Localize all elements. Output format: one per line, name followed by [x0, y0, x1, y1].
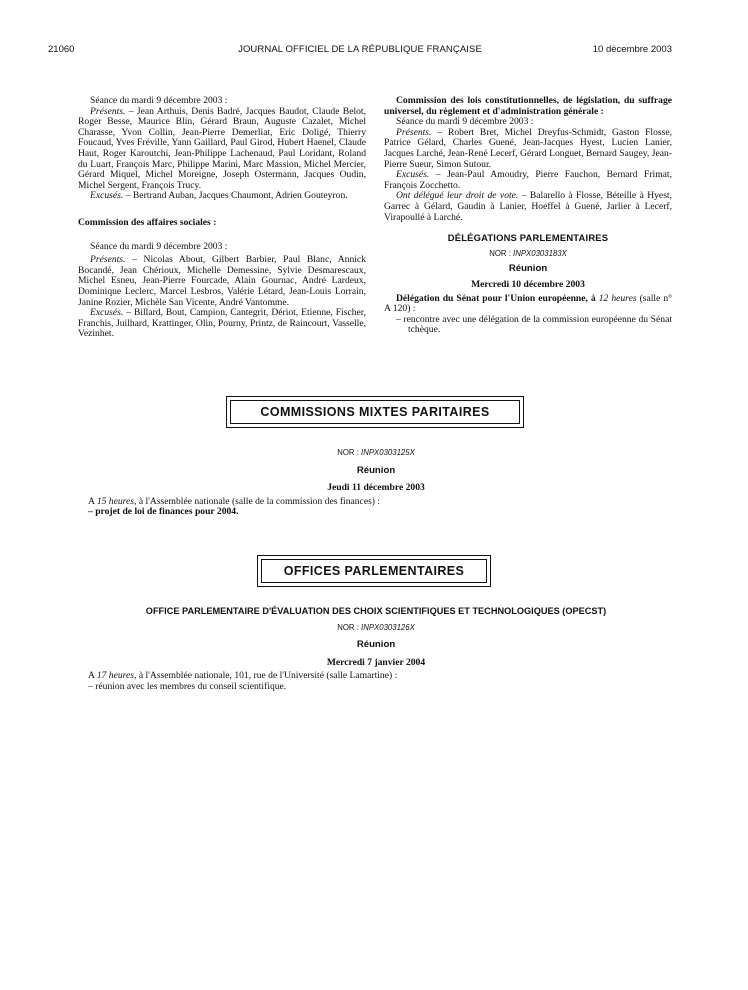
nor-label: NOR :: [337, 448, 362, 457]
nor-code: INPX0303126X: [361, 622, 415, 632]
excuses-label: Excusés.: [90, 190, 124, 202]
nor-reference: [76, 623, 676, 634]
delegation-time: 12 heures: [598, 292, 637, 304]
right-column: [384, 96, 672, 336]
delegation-room: (salle n° A 120) :: [384, 292, 672, 315]
excuses-names: – Billard, Bout, Campion, Cantegrit, Dériot, Etienne, Fischer, Franchis, Juilhard, Krattinger, Olin, Pourny, Printz, de Raincourt, Vasselle, Vezinhet.: [78, 307, 366, 340]
location-text: à l'Assemblée nationale, 101, rue de l'Université (salle Lamartine) :: [136, 670, 398, 682]
commission-lois-title: Commission des lois constitutionnelles, de législation, du suffrage universel, du règlement et d'administration générale :: [384, 95, 672, 117]
seance-finances: Séance du mardi 9 décembre 2003 :: [90, 95, 228, 106]
location-prefix: A: [88, 495, 97, 507]
presents-affaires-sociales: [78, 255, 366, 308]
nor-label: NOR :: [489, 248, 514, 258]
excuses-finances: [78, 191, 366, 202]
excuses-affaires-sociales: [78, 308, 366, 340]
reunion-time: 15 heures,: [96, 495, 137, 507]
delegation-senat-name: Délégation du Sénat pour l'Union européenne, à: [396, 292, 599, 304]
agenda-item: – réunion avec les membres du conseil scientifique.: [88, 680, 287, 692]
seance-affaires-sociales: Séance du mardi 9 décembre 2003 :: [90, 240, 228, 252]
presents-names: – Jean Arthuis, Denis Badré, Jacques Baudot, Claude Belot, Roger Besse, Maurice Blin, Gérard Braun, Auguste Cazalet, Michel Charasse, Yvon Collin, Jean-Pierre Demerliat, Eric Doligé, Thierry Foucaud, Yves Fréville, Yann Gaillard, Paul Girod, Hubert Haenel, Claude Haut, Roger Karoutchi, Jean-Philippe Lachenaud, Paul Loridant, Roland du Luart, François Marc, Philippe Marini, Marc Massion, Michel Mercier, Gérard Miquel, Michel Moreigne, Joseph Ostermann, Jacques Oudin, Michel Sergent, François Trucy.: [78, 105, 366, 191]
reunion-date: Jeudi 11 décembre 2003: [327, 482, 425, 494]
reunion-date: Mercredi 7 janvier 2004: [326, 656, 426, 668]
reunion-heading: Réunion: [356, 464, 396, 476]
presents-label: Présents.: [90, 105, 126, 117]
location-text: à l'Assemblée nationale (salle de la commission des finances) :: [136, 495, 381, 507]
delegation-vote: [384, 191, 672, 223]
commissions-mixtes-title: COMMISSIONS MIXTES PARITAIRES: [260, 405, 490, 419]
excuses-names: – Jean-Paul Amoudry, Pierre Fauchon, Bernard Frimat, François Zocchetto.: [384, 169, 672, 191]
excuses-label: Excusés.: [396, 169, 430, 181]
excuses-lois: [384, 170, 672, 191]
delegations-heading: DÉLÉGATIONS PARLEMENTAIRES: [447, 232, 609, 244]
page-header: [48, 44, 672, 58]
journal-title: JOURNAL OFFICIEL DE LA RÉPUBLIQUE FRANÇAISE: [238, 44, 482, 55]
presents-lois: [384, 128, 672, 170]
reunion-heading: Réunion: [356, 639, 396, 651]
page-number: 21060: [48, 44, 75, 55]
delegation-vote-label: Ont délégué leur droit de vote.: [396, 190, 519, 202]
seance-lois: Séance du mardi 9 décembre 2003 :: [396, 116, 534, 128]
nor-code: INPX0303125X: [361, 448, 415, 457]
offices-parlementaires-title: OFFICES PARLEMENTAIRES: [283, 564, 465, 578]
presents-names: – Robert Bret, Michel Dreyfus-Schmidt, Gaston Flosse, Patrice Gélard, Charles Guené, Jean-Jacques Hyest, Lucien Lanier, Jacques Larché, Jean-René Lecerf, Gérard Longuet, Bernard Saugey, Jean-Pierre Sueur, Simon Sutour.: [384, 126, 672, 170]
opecst-heading: OFFICE PARLEMENTAIRE D'ÉVALUATION DES CHOIX SCIENTIFIQUES ET TECHNOLOGIQUES (OPECST): [145, 606, 607, 616]
nor-code: INPX0303183X: [513, 248, 567, 258]
offices-parlementaires-box: [257, 555, 491, 587]
left-column: [78, 96, 366, 340]
offices-section: [76, 606, 676, 693]
agenda-item: – projet de loi de finances pour 2004.: [88, 506, 239, 518]
commissions-mixtes-box: [226, 396, 524, 428]
excuses-label: Excusés.: [90, 307, 124, 319]
nor-reference: [384, 249, 672, 260]
reunion-heading: Réunion: [508, 263, 548, 275]
delegation-vote-names: – Balarello à Flosse, Béteille à Hyest, Garrec à Gélard, Gaudin à Lanier, Hoeffel à Guené, Jarlier à Lecerf, Virapoullé à Larché.: [384, 190, 672, 223]
location-prefix: A: [88, 670, 97, 682]
presents-label: Présents.: [90, 254, 126, 266]
commission-affaires-sociales-title: Commission des affaires sociales :: [78, 216, 217, 228]
presents-label: Présents.: [396, 126, 432, 138]
presents-finances: [78, 107, 366, 192]
agenda-item: – rencontre avec une délégation de la commission européenne du Sénat tchèque.: [396, 313, 672, 336]
delegation-senat: [384, 294, 672, 315]
nor-label: NOR :: [337, 622, 362, 632]
reunion-time: 17 heures,: [96, 670, 137, 682]
reunion-date: Mercredi 10 décembre 2003: [471, 278, 585, 290]
nor-reference: [78, 448, 674, 459]
excuses-names: – Bertrand Auban, Jacques Chaumont, Adrien Gouteyron.: [123, 190, 348, 202]
cmp-section: [78, 448, 674, 518]
presents-names: – Nicolas About, Gilbert Barbier, Paul Blanc, Annick Bocandé, Jean Chérioux, Michelle Demessine, Sylvie Desmarescaux, Michel Esneu, Jean-Pierre Fourcade, Alain Gournac, André Lardeux, Dominique Leclerc, Marcel Lesbros, Valérie Létard, Jean-Louis Lorrain, Janine Rozier, Michèle San Vicente, André Vantomme.: [78, 254, 366, 308]
issue-date: 10 décembre 2003: [592, 44, 672, 55]
